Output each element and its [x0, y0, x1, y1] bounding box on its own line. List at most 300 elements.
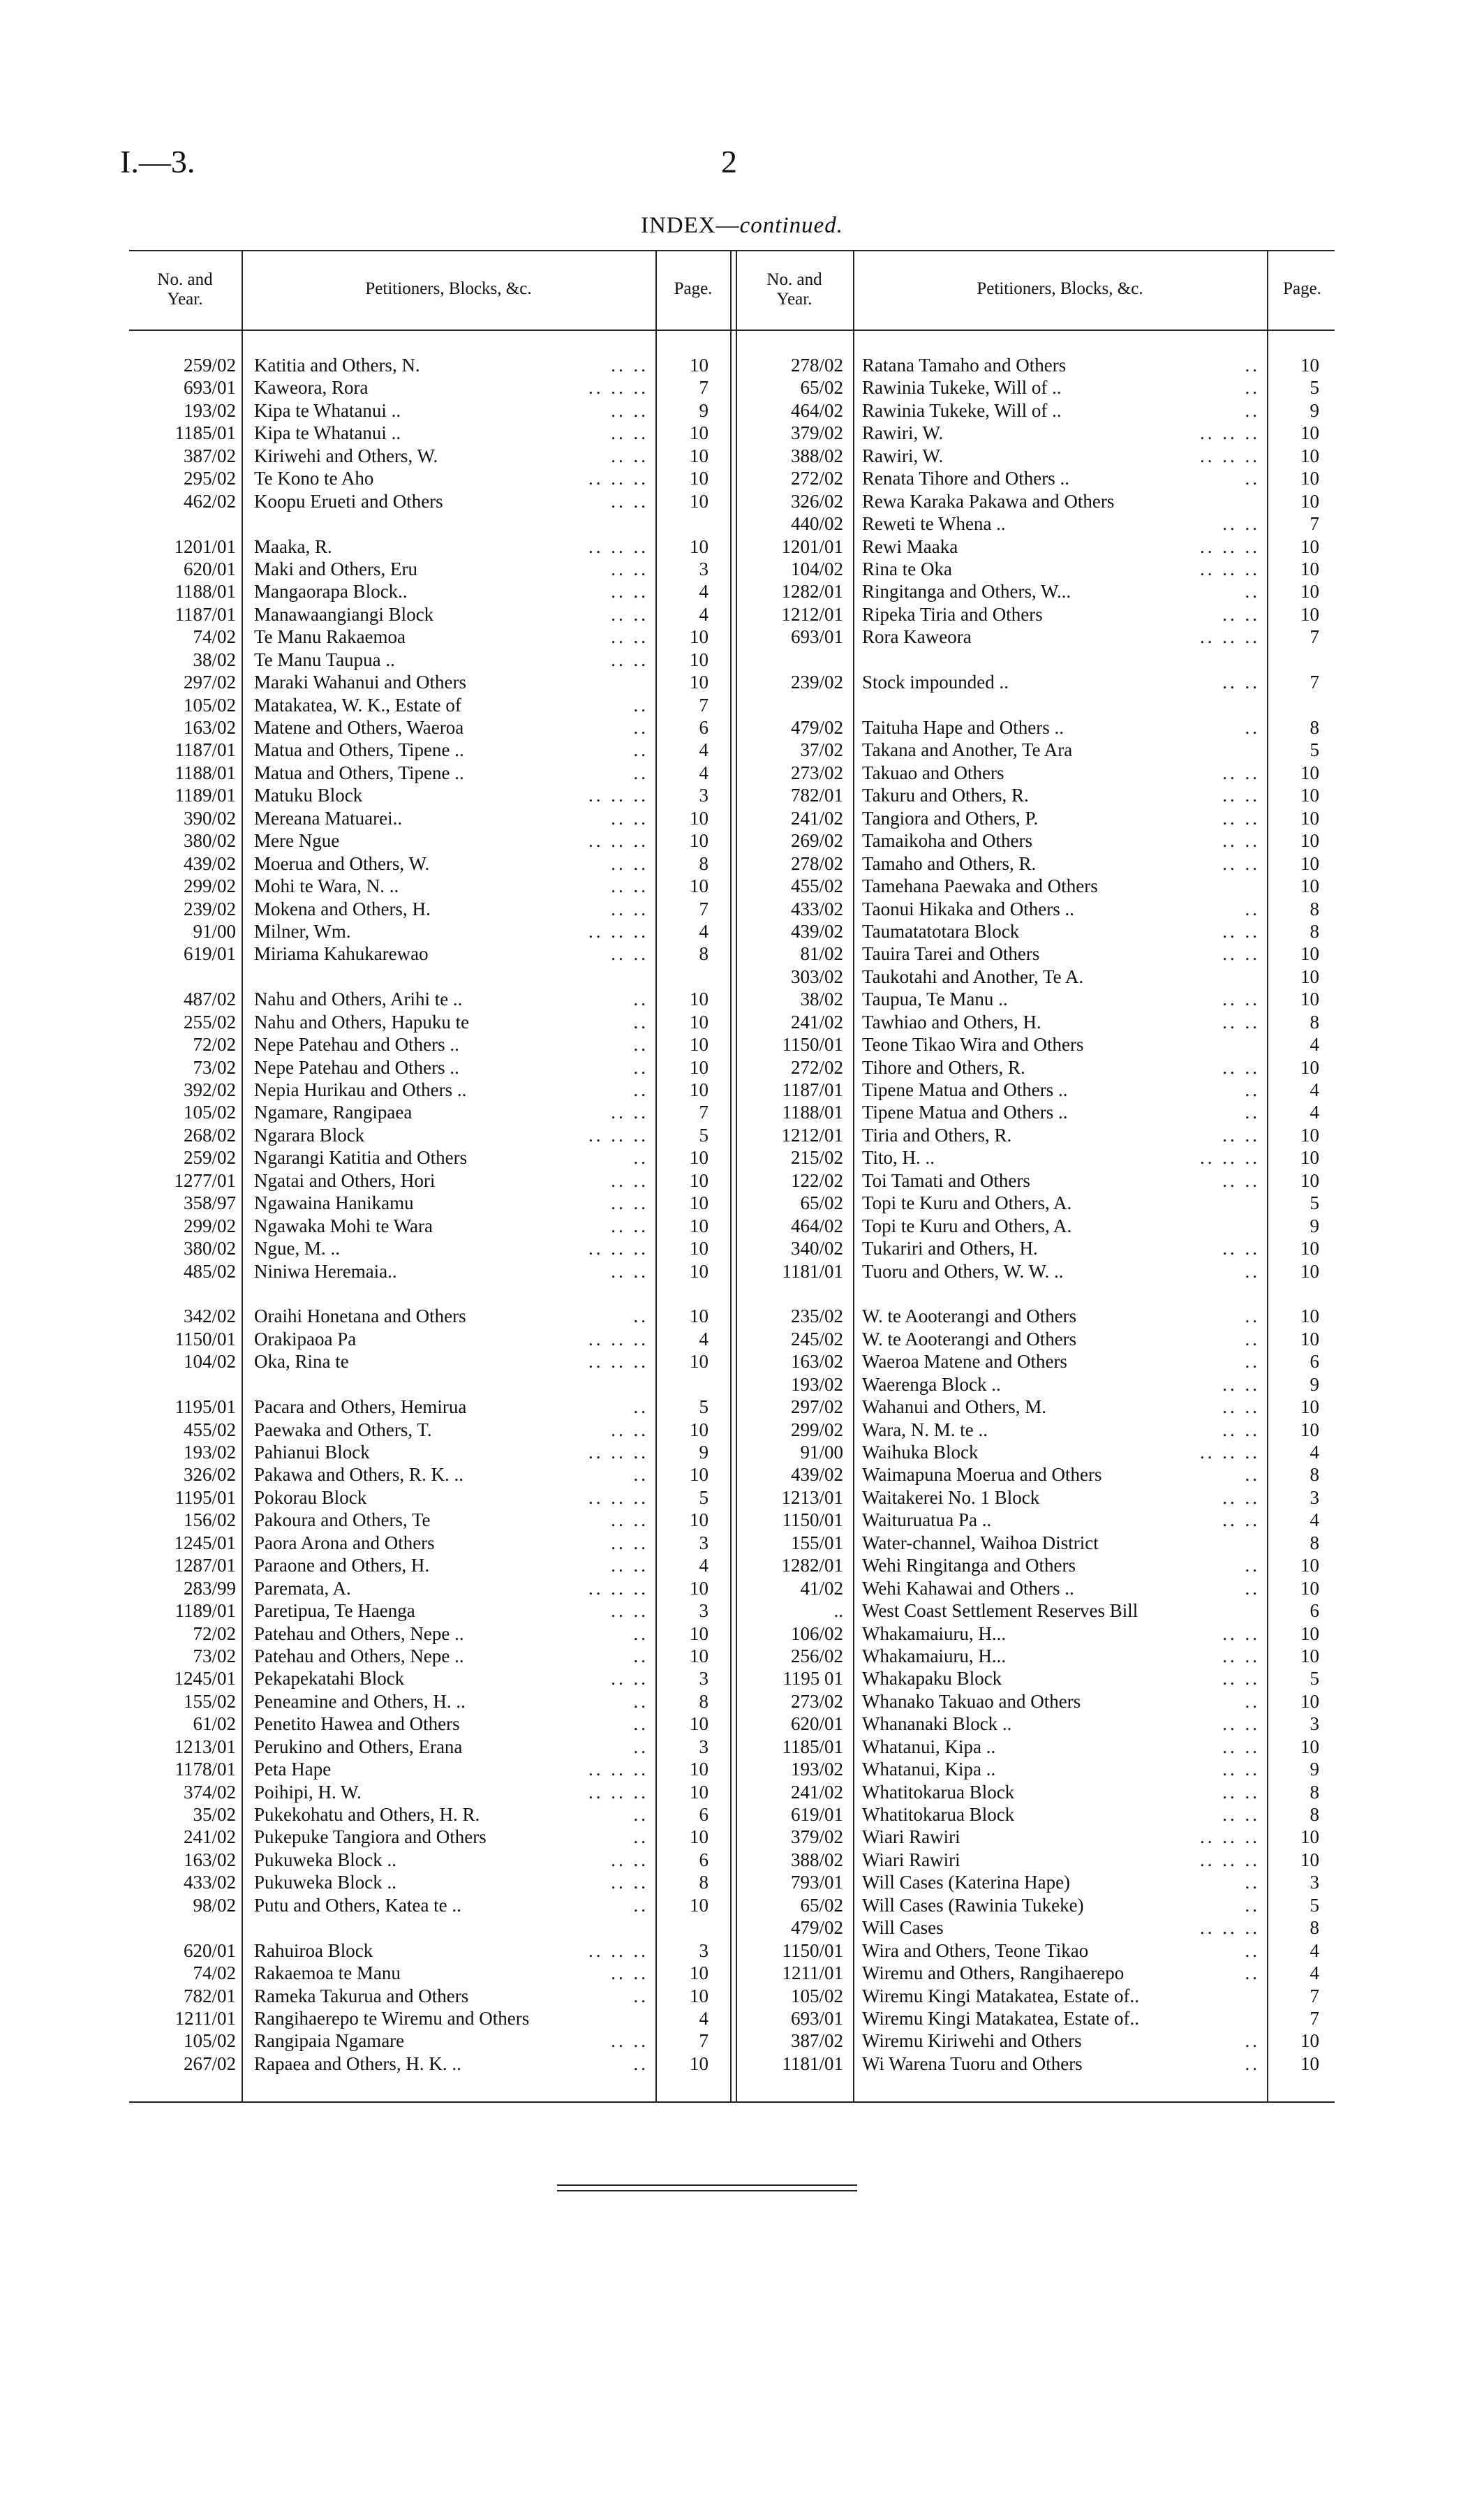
table-row-page: [667, 1260, 708, 1282]
table-top-rule: [129, 250, 1335, 251]
entry-page: 10: [1300, 1555, 1319, 1576]
table-row-name: [862, 1441, 1260, 1463]
entry-page: 10: [1300, 807, 1319, 829]
table-row-page: [667, 1124, 708, 1146]
entry-name: Whatitokarua Block: [862, 1781, 1015, 1803]
table-row-page: [1277, 1599, 1319, 1622]
entry-page: 4: [1309, 1034, 1319, 1056]
table-row-page: [667, 535, 708, 558]
entry-number: 155/02: [183, 1690, 236, 1712]
entry-page: 8: [1309, 920, 1319, 942]
table-row-no: [740, 512, 843, 535]
table-row-page: [667, 1101, 708, 1123]
table-row-name: [254, 1328, 648, 1350]
leader-dots: ..: [1245, 2053, 1260, 2074]
entry-name: Will Cases (Rawinia Tukeke): [862, 1894, 1084, 1916]
entry-page: 10: [1300, 1056, 1319, 1078]
leader-dots: .. .. ..: [1200, 1826, 1260, 1848]
table-row-page: [1277, 2007, 1319, 2029]
table-row-page: [667, 1554, 708, 1576]
leader-dots: .. ..: [1222, 785, 1260, 806]
entry-name: Taituha Hape and Others ..: [862, 717, 1064, 738]
table-row-page: [667, 671, 708, 693]
table-row-no: [133, 1554, 236, 1576]
table-row-name: [254, 580, 648, 602]
entry-name: Ngawaka Mohi te Wara: [254, 1215, 433, 1236]
entry-number: 387/02: [790, 2030, 843, 2052]
table-row-page: [1277, 1577, 1319, 1599]
table-row-page: [667, 649, 708, 671]
table-row-page: [667, 716, 708, 739]
table-row-no: [133, 603, 236, 626]
entry-number: 1282/01: [781, 1555, 843, 1576]
entry-name: Whanako Takuao and Others: [862, 1690, 1081, 1712]
leader-dots: .. ..: [611, 1872, 648, 1893]
table-row-no: [133, 1350, 236, 1373]
entry-number: 487/02: [183, 989, 236, 1010]
table-row-name: [254, 1079, 648, 1101]
table-row-name: [254, 558, 648, 580]
leader-dots: ..: [1245, 717, 1260, 738]
leader-dots: .. ..: [611, 1215, 648, 1236]
table-row-no: [740, 1215, 843, 1237]
leader-dots: .. ..: [611, 422, 648, 444]
entry-name: Nepia Hurikau and Others ..: [254, 1079, 467, 1100]
entry-name: Perukino and Others, Erana: [254, 1736, 463, 1757]
entry-name: Wi Warena Tuoru and Others: [862, 2053, 1083, 2074]
entry-name: Patehau and Others, Nepe ..: [254, 1622, 464, 1644]
table-row-name: [862, 1282, 1260, 1305]
entry-number: 105/02: [183, 2030, 236, 2052]
table-row-name: [254, 2007, 648, 2029]
entry-name: Nahu and Others, Arihi te ..: [254, 989, 463, 1010]
entry-name: Maki and Others, Eru: [254, 558, 417, 579]
leader-dots: .. ..: [1222, 1804, 1260, 1825]
table-row-page: [667, 1645, 708, 1667]
table-row-no: [740, 1056, 843, 1079]
entry-number: 297/02: [183, 672, 236, 693]
entry-page: 5: [1309, 377, 1319, 399]
leader-dots: ..: [1245, 468, 1260, 489]
entry-name: W. te Aooterangi and Others: [862, 1328, 1077, 1349]
header-no-year-right: [739, 270, 850, 309]
leader-dots: ..: [1245, 1351, 1260, 1373]
table-row-name: [254, 716, 648, 739]
entry-number: 1150/01: [782, 1509, 843, 1531]
table-row-page: [1277, 1350, 1319, 1373]
leader-dots: ..: [633, 1622, 648, 1644]
entry-page: 10: [1300, 603, 1319, 625]
entry-name: West Coast Settlement Reserves Bill: [862, 1600, 1138, 1622]
table-row-page: [1277, 920, 1319, 942]
table-row-no: [133, 467, 236, 489]
table-row-page: [667, 354, 708, 376]
table-row-page: [1277, 445, 1319, 467]
leader-dots: ..: [633, 1826, 648, 1848]
table-row-no: [740, 852, 843, 875]
column-divider: [736, 250, 737, 2103]
table-row-no: [133, 966, 236, 988]
entry-number: 439/02: [183, 852, 236, 874]
entry-name: Will Cases: [862, 1917, 944, 1939]
leader-dots: ..: [633, 1804, 648, 1825]
table-row-name: [862, 376, 1260, 399]
entry-name: Pekapekatahi Block: [254, 1668, 405, 1689]
entry-name: Taumatatotara Block: [862, 920, 1020, 942]
entry-page: 3: [699, 1668, 708, 1689]
leader-dots: ..: [1245, 581, 1260, 602]
leader-dots: .. ..: [611, 558, 648, 579]
leader-dots: ..: [633, 1079, 648, 1100]
table-row-no: [133, 1192, 236, 1214]
table-row-no: [740, 1554, 843, 1576]
table-row-no: [740, 1532, 843, 1554]
table-row-name: [862, 966, 1260, 988]
table-row-no: [740, 694, 843, 716]
leader-dots: ..: [1245, 1102, 1260, 1123]
entry-number: 388/02: [790, 1849, 843, 1870]
table-row-page: [667, 1237, 708, 1259]
entry-page: 10: [1300, 355, 1319, 376]
entry-page: 8: [699, 943, 708, 965]
entry-name: Takuao and Others: [862, 762, 1004, 783]
entry-number: 193/02: [790, 1373, 843, 1395]
entry-number: 122/02: [790, 1169, 843, 1191]
entry-page: 8: [1309, 1917, 1319, 1939]
table-row-no: [133, 376, 236, 399]
entry-name: Tiria and Others, R.: [862, 1124, 1012, 1146]
leader-dots: ..: [633, 1034, 648, 1056]
table-row-no: [133, 1985, 236, 2007]
table-row-no: [133, 2053, 236, 2075]
table-row-name: [254, 422, 648, 444]
entry-number: 619/01: [790, 1804, 843, 1825]
leader-dots: .. .. ..: [588, 1577, 648, 1599]
table-row-no: [133, 1282, 236, 1305]
entry-page: 4: [1309, 1079, 1319, 1100]
entry-page: 10: [1300, 2030, 1319, 2052]
entry-name: Toi Tamati and Others: [862, 1169, 1030, 1191]
table-row-no: [133, 1305, 236, 1327]
table-row-page: [667, 445, 708, 467]
entry-page: 10: [690, 807, 708, 829]
table-row-name: [254, 467, 648, 489]
table-row-no: [740, 1463, 843, 1486]
table-row-no: [133, 558, 236, 580]
table-row-no: [740, 1396, 843, 1418]
entry-page: 6: [1309, 1351, 1319, 1373]
table-row-name: [862, 1871, 1260, 1893]
table-row-page: [667, 1532, 708, 1554]
table-row-no: [133, 1916, 236, 1939]
entry-number: 268/02: [183, 1124, 236, 1146]
entry-number: 104/02: [790, 558, 843, 579]
leader-dots: .. ..: [1222, 1486, 1260, 1508]
leader-dots: ..: [1245, 1555, 1260, 1576]
leader-dots: ..: [1245, 1577, 1260, 1599]
leader-dots: .. ..: [1222, 920, 1260, 942]
entry-name: Moerua and Others, W.: [254, 852, 430, 874]
table-row-no: [133, 1758, 236, 1780]
header-page-left: Page.: [674, 279, 713, 298]
index-title-main: INDEX—: [640, 213, 740, 238]
table-row-no: [133, 1939, 236, 1962]
table-row-name: [862, 1645, 1260, 1667]
header-petitioners-left: Petitioners, Blocks, &c.: [365, 279, 532, 298]
entry-number: 278/02: [790, 852, 843, 874]
table-row-no: [133, 1169, 236, 1192]
table-row-page: [667, 512, 708, 535]
entry-number: 163/02: [183, 1849, 236, 1870]
entry-name: Putu and Others, Katea te ..: [254, 1894, 461, 1916]
table-row-no: [740, 1985, 843, 2007]
entry-page: 10: [1300, 2053, 1319, 2074]
entry-page: 10: [1300, 1124, 1319, 1146]
table-row-page: [1277, 852, 1319, 875]
entry-number: 299/02: [790, 1419, 843, 1440]
table-row-page: [1277, 1033, 1319, 1056]
table-row-page: [1277, 1736, 1319, 1758]
table-row-page: [1277, 1373, 1319, 1396]
table-row-no: [740, 1781, 843, 1803]
table-row-page: [667, 1215, 708, 1237]
entry-number: 105/02: [183, 1102, 236, 1123]
table-row-no: [133, 649, 236, 671]
table-row-no: [133, 535, 236, 558]
table-row-no: [740, 445, 843, 467]
table-row-no: [133, 1373, 236, 1396]
entry-page: 10: [690, 1351, 708, 1373]
table-row-name: [862, 671, 1260, 693]
entry-page: 10: [1300, 1328, 1319, 1349]
table-row-no: [133, 445, 236, 467]
table-row-name: [862, 1350, 1260, 1373]
leader-dots: .. .. ..: [1200, 626, 1260, 648]
table-row-no: [133, 1894, 236, 1916]
table-row-page: [1277, 1079, 1319, 1101]
entry-number: 342/02: [183, 1306, 236, 1327]
table-row-page: [1277, 1849, 1319, 1871]
entry-page: 10: [690, 422, 708, 444]
table-row-no: [740, 988, 843, 1010]
table-row-no: [740, 649, 843, 671]
entry-number: 464/02: [790, 1215, 843, 1236]
table-row-name: [254, 1419, 648, 1441]
table-row-no: [740, 2007, 843, 2029]
table-row-page: [667, 1599, 708, 1622]
entry-number: 35/02: [193, 1804, 236, 1825]
table-row-no: [133, 852, 236, 875]
entry-name: Wiremu Kingi Matakatea, Estate of..: [862, 2007, 1140, 2029]
table-row-name: [254, 1146, 648, 1169]
entry-number: 215/02: [790, 1147, 843, 1169]
table-row-name: [862, 1690, 1260, 1713]
leader-dots: ..: [1245, 1306, 1260, 1327]
table-row-no: [740, 558, 843, 580]
table-row-no: [740, 1282, 843, 1305]
entry-name: Rangihaerepo te Wiremu and Others: [254, 2007, 530, 2029]
entry-number: 65/02: [800, 1894, 843, 1916]
table-row-page: [667, 1282, 708, 1305]
entry-page: 5: [699, 1486, 708, 1508]
header-no-line2: Year.: [776, 290, 813, 309]
entry-number: 340/02: [790, 1238, 843, 1259]
table-row-no: [133, 920, 236, 942]
entry-name: Paraone and Others, H.: [254, 1555, 430, 1576]
table-row-name: [254, 829, 648, 852]
entry-number: 1195/01: [175, 1486, 236, 1508]
table-row-page: [1277, 1532, 1319, 1554]
table-row-no: [133, 1033, 236, 1056]
table-row-page: [1277, 1894, 1319, 1916]
table-row-name: [862, 1962, 1260, 1984]
table-row-name: [862, 1463, 1260, 1486]
table-row-page: [667, 422, 708, 444]
entry-name: Patehau and Others, Nepe ..: [254, 1645, 464, 1666]
leader-dots: .. .. ..: [588, 920, 648, 942]
leader-dots: .. ..: [611, 490, 648, 512]
table-row-name: [862, 1124, 1260, 1146]
table-row-page: [1277, 1645, 1319, 1667]
table-row-name: [254, 875, 648, 897]
entry-name: Pokorau Block: [254, 1486, 367, 1508]
table-row-name: [862, 1532, 1260, 1554]
entry-page: 8: [1309, 717, 1319, 738]
entry-page: 10: [690, 1056, 708, 1078]
table-row-name: [862, 1803, 1260, 1826]
table-row-page: [1277, 1939, 1319, 1962]
table-row-name: [862, 694, 1260, 716]
table-row-no: [133, 422, 236, 444]
entry-name: Waerenga Block ..: [862, 1373, 1001, 1395]
table-row-page: [667, 1736, 708, 1758]
entry-page: 10: [1300, 1622, 1319, 1644]
leader-dots: .. .. ..: [588, 785, 648, 806]
entry-number: 1282/01: [781, 581, 843, 602]
entry-number: 464/02: [790, 399, 843, 421]
table-row-page: [667, 1192, 708, 1214]
table-row-no: [740, 1237, 843, 1259]
entry-number: 283/99: [183, 1577, 236, 1599]
table-row-page: [667, 1328, 708, 1350]
entry-number: 1150/01: [782, 1034, 843, 1056]
table-row-name: [862, 784, 1260, 806]
table-row-page: [667, 1713, 708, 1735]
table-row-page: [667, 1509, 708, 1531]
table-row-name: [254, 1124, 648, 1146]
table-row-no: [133, 1124, 236, 1146]
table-row-page: [1277, 626, 1319, 648]
entry-name: Nepe Patehau and Others ..: [254, 1056, 459, 1078]
entry-name: Stock impounded ..: [862, 672, 1009, 693]
table-row-name: [862, 1849, 1260, 1871]
entry-name: Waitakerei No. 1 Block: [862, 1486, 1040, 1508]
entry-name: Kaweora, Rora: [254, 377, 369, 399]
entry-name: Pakawa and Others, R. K. ..: [254, 1464, 463, 1486]
entry-number: 245/02: [790, 1328, 843, 1349]
entry-page: 10: [690, 355, 708, 376]
entry-name: Paremata, A.: [254, 1577, 351, 1599]
table-row-page: [1277, 1328, 1319, 1350]
leader-dots: .. ..: [611, 603, 648, 625]
entry-page: 6: [699, 1804, 708, 1825]
entry-number: 239/02: [183, 898, 236, 919]
entry-number: 259/02: [183, 1147, 236, 1169]
entry-page: 10: [1300, 852, 1319, 874]
table-row-no: [133, 1011, 236, 1033]
entry-name: Tipene Matua and Others ..: [862, 1079, 1068, 1100]
leader-dots: .. .. ..: [588, 1939, 648, 1961]
index-title-suffix: continued.: [739, 213, 844, 238]
entry-name: Penetito Hawea and Others: [254, 1713, 460, 1735]
table-row-name: [254, 1033, 648, 1056]
table-row-name: [254, 1463, 648, 1486]
table-row-no: [740, 354, 843, 376]
entry-page: 10: [690, 535, 708, 557]
leader-dots: .. ..: [611, 1532, 648, 1553]
entry-name: Whatitokarua Block: [862, 1804, 1015, 1825]
entry-page: 10: [690, 1260, 708, 1282]
entry-name: Mohi te Wara, N. ..: [254, 875, 399, 897]
entry-page: 8: [699, 852, 708, 874]
entry-number: 37/02: [800, 739, 843, 761]
entry-name: Rewi Maaka: [862, 535, 958, 557]
leader-dots: .. .. ..: [588, 1486, 648, 1508]
table-row-page: [667, 807, 708, 829]
leader-dots: .. .. ..: [1200, 1849, 1260, 1870]
entry-number: 1178/01: [175, 1759, 236, 1780]
entry-name: Ripeka Tiria and Others: [862, 603, 1043, 625]
table-row-no: [740, 1192, 843, 1214]
entry-page: 10: [690, 1894, 708, 1916]
table-row-page: [667, 1033, 708, 1056]
leader-dots: ..: [633, 1147, 648, 1169]
table-row-page: [1277, 1463, 1319, 1486]
table-row-name: [862, 1781, 1260, 1803]
leader-dots: ..: [1245, 377, 1260, 399]
leader-dots: .. .. ..: [588, 535, 648, 557]
table-row-no: [740, 1441, 843, 1463]
table-row-page: [1277, 875, 1319, 897]
table-row-no: [740, 1509, 843, 1531]
entry-name: Whakapaku Block: [862, 1668, 1002, 1689]
entry-number: 388/02: [790, 445, 843, 466]
leader-dots: .. .. ..: [1200, 445, 1260, 466]
entry-page: 7: [1309, 513, 1319, 535]
entry-number: 104/02: [183, 1351, 236, 1373]
entry-number: 241/02: [790, 1011, 843, 1033]
entry-name: Miriama Kahukarewao: [254, 943, 429, 965]
table-row-no: [740, 1962, 843, 1984]
header-no-line1: No. and: [766, 270, 822, 289]
table-row-no: [740, 1736, 843, 1758]
entry-page: 9: [699, 399, 708, 421]
end-rule: [557, 2184, 857, 2186]
entry-page: 10: [690, 1962, 708, 1984]
table-row-page: [1277, 1871, 1319, 1893]
right-name-column: [862, 354, 1260, 2075]
leader-dots: .. ..: [611, 399, 648, 421]
leader-dots: ..: [1245, 2030, 1260, 2052]
entry-page: 8: [1309, 898, 1319, 919]
entry-name: Pacara and Others, Hemirua: [254, 1396, 467, 1418]
table-row-no: [740, 716, 843, 739]
table-row-page: [667, 580, 708, 602]
entry-number: 163/02: [183, 717, 236, 738]
leader-dots: .. ..: [611, 445, 648, 466]
table-row-name: [254, 399, 648, 422]
entry-number: 1213/01: [174, 1736, 236, 1757]
